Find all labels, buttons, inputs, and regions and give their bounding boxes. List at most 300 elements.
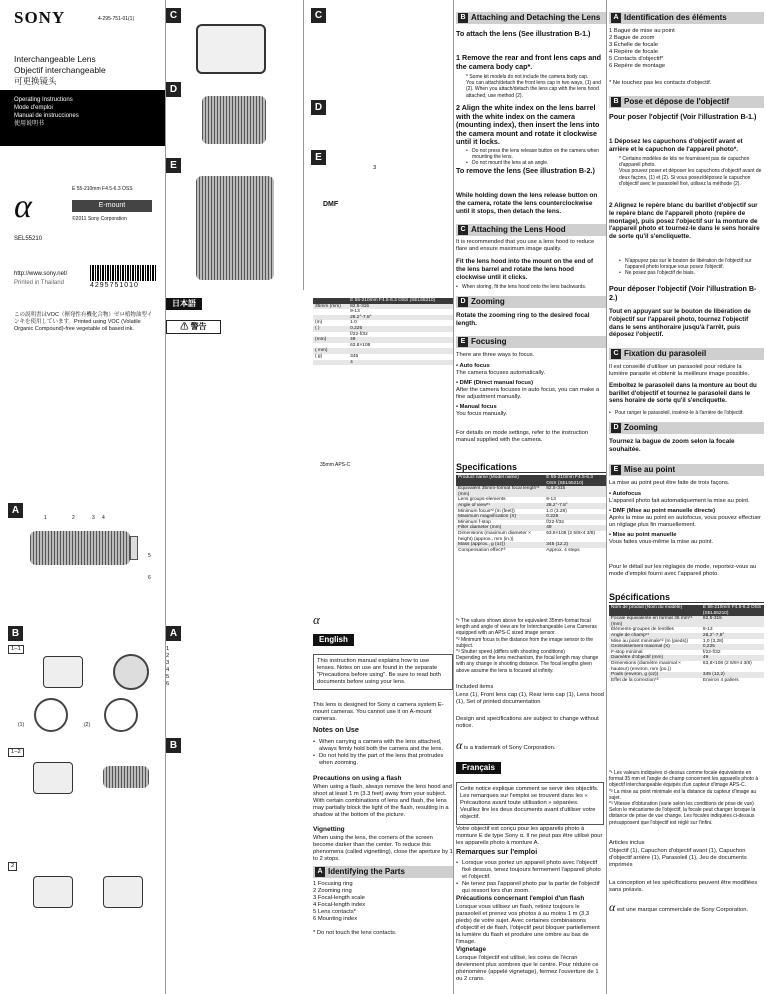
english-spec-key: Maximum magnification (X) — [456, 514, 544, 520]
jp-part: 5 — [166, 674, 170, 680]
alpha-mark: α — [456, 738, 463, 752]
french-column — [609, 0, 764, 994]
en-zoom-header — [456, 296, 606, 308]
en-footnote: Depending on the lens mechanism, the focal length may change with any change in shooting distance. The focal lengths given above assume the lens is focused at infinity. — [456, 655, 599, 674]
doc-type: 使用说明书 — [14, 121, 45, 127]
english-spec-key: Product name (Model name) — [456, 475, 544, 486]
en-part: 4 Focal-length index — [313, 902, 366, 908]
en-attach-title: Attaching and Detaching the Lens — [471, 13, 601, 22]
fig-label-d: D — [166, 82, 181, 97]
method-2: (2) — [84, 722, 91, 728]
sony-url: http://www.sony.net/ — [14, 271, 68, 277]
english-spec-row — [456, 531, 606, 542]
fr-part: 6 Repère de montage — [609, 63, 666, 69]
fr-part: 1 Bague de mise au point — [609, 28, 675, 34]
en-flash: When using a flash, always remove the lens hood and shoot at least 1 m (3.3 feet) away from your subject. With certain combinations of lens and flash, the lens may partially block the light of the flash, resulting in a shadow at the bottom of the picture. — [313, 784, 452, 818]
japanese-spec-key: ( mm) — [313, 348, 348, 354]
sony-logo: SONY — [14, 8, 66, 27]
doc-type: Operating Instructions — [14, 97, 73, 103]
french-spec-value: 9-13 — [702, 627, 713, 633]
en-hood-header — [456, 224, 606, 236]
fr-focus-title: Mise au point — [624, 465, 676, 474]
japanese-spec-value: 345 — [350, 353, 359, 359]
fr-focus-mode-title: Mise au point manuelle — [612, 532, 677, 538]
fr-zoom-text: Tournez la bague de zoom selon la focale souhaitée. — [609, 438, 735, 453]
zoom-ring-illustration — [202, 96, 266, 144]
fr-part: 2 Bague de zoom — [609, 35, 655, 41]
en-focus-mode: • Auto focus — [456, 363, 490, 369]
fr-focus-mode-title: Autofocus — [612, 491, 642, 497]
copyright: ©2011 Sony Corporation — [72, 216, 127, 222]
en-note: • When carrying a camera with the lens attached, always firmly hold both the camera and the lens. — [313, 739, 453, 753]
printed-in: Printed in Thailand — [14, 280, 64, 286]
english-spec-key: Angle of view*¹ — [456, 503, 544, 509]
en-attach-notes2 — [466, 148, 604, 167]
english-column-1 — [313, 612, 453, 992]
french-spec-row — [609, 661, 764, 672]
japanese-spec-value: 1.0 — [350, 320, 357, 326]
fr-focus-mode-desc: Après la mise au point en autofocus, vous pouvez effectuer un réglage plus fin manuellement. — [609, 515, 761, 528]
jp-section-b: B — [166, 738, 181, 753]
jp-section-a: A — [166, 626, 181, 641]
en-focus-mode-desc: You focus manually. — [456, 411, 508, 417]
french-spec-key: Effet de la correction*³ — [611, 677, 659, 683]
en-attach-notes1 — [466, 74, 604, 99]
camera-illustration — [33, 762, 73, 794]
en-hood-text1: It is recommended that you use a lens hood to reduce flare and ensure maximum image quality. — [456, 239, 595, 252]
model-code: SEL55210 — [14, 236, 43, 242]
english-spec-value: 49 — [544, 525, 606, 531]
fig-label-c2: C — [311, 8, 326, 23]
japanese-spec-value: 63.8×108 — [350, 342, 371, 348]
doc-type-box — [0, 90, 165, 146]
en-attach-note: * Some kit models do not include the camera body cap. — [466, 74, 589, 80]
french-spec-key: Dimensions (diamètre maximal × hauteur) (environ, mm (po.)) — [611, 660, 681, 672]
en-footnotes — [456, 618, 604, 674]
fr-footnote: *³ Vitesse d'obturation (varie selon les conditions de prise de vue) — [609, 801, 754, 808]
fr-included: Objectif (1), Capuchon d'objectif avant (1), Capuchon d'objectif arrière (1), Parasoleil (1), Jeu de documents imprimés — [609, 848, 747, 868]
fr-hood-text1: Il est conseillé d'utiliser un parasoleil pour réduire la lumière parasite et obtenir la meilleure image possible. — [609, 364, 750, 377]
en-included-title: Included items — [456, 684, 494, 690]
emount-badge: E-mount — [72, 200, 152, 212]
english-spec-key: Minimum f-stop — [458, 519, 491, 525]
english-spec-value: 28.2°-7.8° — [544, 503, 606, 509]
en-focus-mode-title: Auto focus — [459, 363, 490, 369]
en-hood-label: C — [458, 225, 468, 235]
fig-b-step2: 1–2 — [8, 748, 24, 757]
en-identify-label: A — [315, 867, 325, 877]
japanese-spec-value: 9-13 — [350, 309, 360, 315]
en-hood-title: Attaching the Lens Hood — [471, 225, 566, 234]
french-spec-key: Nom de produit (Nom du modèle) — [609, 605, 701, 616]
lang-tab-french: Français — [456, 762, 501, 774]
lens-mount — [130, 536, 138, 560]
en-attach-note: • Do not press the lens release button on the camera when mounting the lens. — [466, 148, 604, 160]
figure-a — [8, 503, 163, 593]
lens-illustration — [103, 766, 149, 788]
figure-column-2 — [303, 0, 453, 290]
jp-part: 6 — [166, 681, 170, 687]
jp-part: 2 — [166, 653, 170, 659]
warning-box: ⚠ 警告 — [166, 320, 221, 334]
en-attach-note: • Do not mount the lens at an angle. — [466, 160, 604, 166]
lens-illustration — [30, 531, 130, 565]
fr-notes — [456, 860, 604, 895]
fig-label-a: A — [8, 503, 23, 518]
english-spec-value: 0.225 — [544, 514, 606, 520]
jp-part: 4 — [166, 667, 170, 673]
fr-note: • Ne tenez pas l'appareil photo par la partie de l'objectif qui ressort lors d'un zoom. — [456, 881, 604, 895]
en-focus-mode-desc: The camera focuses automatically. — [456, 370, 546, 376]
fig-number-3: 3 — [373, 165, 377, 171]
japanese-spec-key: ( ) — [313, 326, 348, 332]
fr-part: 3 Échelle de focale — [609, 42, 658, 48]
en-identify-title: Identifying the Parts — [328, 867, 405, 876]
french-spec-value: f/22-f/32 — [702, 649, 721, 655]
fr-hood-note: • Pour ranger le parasoleil, insérez-le à l'arrière de l'objectif. — [609, 410, 762, 416]
japanese-spec-key: (m) — [315, 320, 323, 326]
en-trademark — [456, 738, 604, 752]
english-spec-value: 1.0 (3.28) — [546, 508, 567, 514]
japanese-spec-value: 49 — [348, 337, 453, 343]
alpha-symbol: α — [313, 612, 320, 627]
fr-attach-step1: 1 Déposez les capuchons d'objectif avant et arrière et le capuchon de l'appareil photo*. — [609, 138, 743, 153]
fig-label-c: C — [166, 8, 181, 23]
en-design-note: This lens is designed for Sony α camera system E-mount cameras. You cannot use it on A-mount cameras. — [313, 702, 444, 722]
japanese-spec-key: ( g) — [315, 353, 323, 359]
french-spec-value: Environ 4 paliers — [702, 677, 739, 683]
japanese-spec-key — [313, 360, 348, 366]
part-callout: 6 — [148, 575, 151, 581]
en-focus-more: For details on mode settings, refer to the instruction manual supplied with the camera. — [456, 430, 589, 443]
french-spec-key: Angle de champ*¹ — [609, 633, 701, 639]
french-spec-key: Éléments-groupes de lentilles — [611, 627, 674, 633]
english-spec-key: Lens groups-elements — [458, 497, 506, 503]
cover-column — [0, 0, 165, 994]
fr-identify-header — [609, 12, 764, 24]
en-attach-step2: 2 Align the white index on the lens barrel with the white index on the camera (mounting index), then insert the lens into the camera mount and rotate it clockwise until it locks. — [456, 103, 600, 147]
french-spec-value: 0,225 — [701, 644, 764, 650]
fr-flash: Lorsque vous utilisez un flash, retirez toujours le parasoleil et prenez vos photos à au moins 1 m (3,3 pieds) de votre sujet. Avec certaines combinaisons d'objectif et de flash, l'objectif peut bloquer partiellement la lumière du flash et produire une ombre au bas de l'image. — [456, 904, 600, 945]
fr-attach-sub: Pour poser l'objectif (Voir l'illustration B-1.) — [609, 112, 757, 121]
fr-focus-mode-desc: Vous faites vous-même la mise au point. — [609, 539, 714, 545]
en-part: 2 Zooming ring — [313, 888, 352, 894]
product-title — [14, 54, 106, 87]
fr-hood-header — [609, 348, 764, 360]
french-spec-row — [609, 616, 764, 627]
fr-spec-table — [609, 605, 764, 683]
jp-part: 1 — [166, 646, 170, 652]
front-cap-1 — [34, 698, 68, 732]
fr-focus-mode: • DMF (Mise au point manuelle directe) — [609, 508, 716, 514]
fr-flash-title: Précautions concernant l'emploi d'un flash — [456, 895, 585, 902]
en-zoom-text: Rotate the zooming ring to the desired focal length. — [456, 312, 590, 327]
fr-attach-notes2 — [619, 258, 762, 277]
japanese-spec-table — [313, 298, 453, 365]
en-attach-sub: To attach the lens (See illustration B-1.) — [456, 29, 591, 38]
part-callout: 4 — [102, 515, 105, 521]
lang-tab-english: English — [313, 634, 354, 646]
japanese-spec-value: 0.225 — [348, 326, 453, 332]
fr-intro: Cette notice explique comment se servir des objectifs. Les remarques sur l'emploi se trouvent dans les « Précautions avant toute utilisation » séparées. Veuillez lire les deux documents avant d'utiliser votre objectif. — [456, 782, 604, 825]
alpha-logo: α — [14, 188, 32, 225]
french-spec-key: Focale équivalente en format 35 mm*¹ (mm) — [609, 616, 701, 627]
japanese-body — [166, 500, 302, 980]
english-spec-row — [456, 486, 606, 497]
fr-focus-modes — [609, 491, 762, 546]
english-spec-row — [456, 475, 606, 486]
french-spec-value: 345 (12,2) — [701, 672, 764, 678]
voc-note: この説明書はVOC（揮発性有機化合物）ゼロ植物油型インキを使用しています。Printed using VOC (Volatile Organic Compound)-free vegetable oil based ink. — [14, 312, 153, 332]
en-step-text: Align the white index on the lens barrel with the white index on the camera (mounting index), then insert the lens into the camera mount and rotate it clockwise until it locks. — [456, 103, 600, 147]
lens-cap-illustration — [113, 654, 149, 690]
fr-attach-notes1 — [619, 156, 762, 187]
column-divider — [453, 0, 454, 994]
fr-focus-label: E — [611, 465, 621, 475]
fr-footnote: *² La mise au point minimale est la distance du capteur d'image au sujet. — [609, 788, 757, 801]
japanese-spec-value: 82.5-315 — [348, 304, 453, 310]
jp-part: 3 — [166, 660, 170, 666]
fr-attach-note: • N'appuyez pas sur le bouton de libération de l'objectif sur l'appareil photo lorsque vous posez l'objectif. — [619, 258, 762, 270]
fr-focus-more: Pour le détail sur les réglages de mode, reportez-vous au mode d'emploi fourni avec l'appareil photo. — [609, 564, 757, 577]
focus-ring-illustration — [196, 176, 274, 280]
fr-attach-note: * Certains modèles de kits ne fournissent pas de capuchon d'appareil photo. — [619, 156, 750, 169]
en-vignetting-title: Vignetting — [313, 826, 345, 833]
fig-label-e2: E — [311, 150, 326, 165]
lang-tab-japanese: 日本語 — [166, 298, 202, 310]
en-focus-mode-title: Manual focus — [459, 404, 497, 410]
en-focus-mode-desc: After the camera focuses in auto focus, you can make a fine adjustment manually. — [456, 387, 600, 400]
fr-part: 5 Contacts d'objectif* — [609, 56, 664, 62]
fr-focus-mode-desc: L'appareil photo fait automatiquement la mise au point. — [609, 498, 750, 504]
fr-part: 4 Repère de focale — [609, 49, 658, 55]
french-spec-value: E 55-210mm F4.5-6.3 OSS (SEL55210) — [701, 605, 764, 616]
en-focus-header — [456, 336, 606, 348]
english-spec-key: Compensation effect*³ — [458, 547, 506, 553]
part-callout: 3 — [92, 515, 95, 521]
fr-hood-title: Fixation du parasoleil — [624, 349, 707, 358]
french-spec-key: Mise au point minimale*² (m (pieds)) — [611, 638, 689, 644]
japanese-spec-key: 35mm (mm) — [313, 304, 348, 310]
en-attach-header — [456, 12, 606, 24]
en-part: 6 Mounting index — [313, 916, 358, 922]
fig-label-e: E — [166, 158, 181, 173]
method-1: (1) — [18, 722, 25, 728]
en-attach-note: You can attach/detach the front lens cap in two ways, (1) and (2). When you attach/detach the lens cap with the lens hood attached, use method (2). — [466, 80, 601, 99]
figure-column — [166, 0, 302, 290]
fr-attach-step2: 2 Alignez le repère blanc du barillet d'objectif sur le repère blanc de l'appareil photo (repère de montage), puis posez l'objectif sur la monture de l'appareil photo et tournez-le dans le sens horaire de sorte qu'il s'encliquette. — [609, 202, 760, 241]
doc-type: Mode d'emploi — [14, 105, 53, 111]
english-spec-key: Dimensions (maximum diameter × height) (approx., mm (in.)) — [458, 530, 531, 542]
en-focus-label: E — [458, 337, 468, 347]
column-divider — [165, 0, 166, 994]
doc-type: Manual de instrucciones — [14, 113, 79, 119]
camera-illustration — [103, 876, 143, 908]
fr-notes-title: Remarques sur l'emploi — [456, 847, 538, 856]
fr-attach-header — [609, 96, 764, 108]
en-intro: This instruction manual explains how to use lenses. Notes on use are found in the separate "Precautions before using". Be sure to read both documents before using your lens. — [313, 654, 453, 690]
en-trademark-text: is a trademark of Sony Corporation. — [463, 745, 556, 751]
warning-text: 警告 — [190, 322, 207, 331]
en-included: Lens (1), Front lens cap (1), Rear lens cap (1), Lens hood (1), Set of printed documentation — [456, 692, 604, 705]
model-line: E 55-210mm F4.5-6.3 OSS — [72, 186, 133, 192]
doc-code: 4-295-751-01(1) — [98, 16, 135, 22]
part-callout: 1 — [44, 515, 47, 521]
fig-label-d2: D — [311, 100, 326, 115]
fr-focus-header — [609, 464, 764, 476]
en-footnote: *³ Shutter speed (differs with shooting conditions) — [456, 649, 565, 656]
en-part: 1 Focusing ring — [313, 881, 353, 887]
french-spec-key: F-stop minimal — [611, 649, 643, 655]
fig-dmf: DMF — [323, 201, 339, 208]
fr-vignetting: Lorsque l'objectif est utilisé, les coins de l'écran deviennent plus sombres que le centre. Pour réduire ce phénomène (appelé vignetage), fermez l'ouverture de 1 ou 2 crans. — [456, 955, 599, 982]
fr-parts — [609, 28, 675, 70]
fr-attach-title: Pose et dépose de l'objectif — [624, 97, 730, 106]
product-title-line: 可更换镜头 — [14, 76, 57, 86]
en-hood-note: • When storing, fit the lens hood onto the lens backwards. — [456, 284, 604, 290]
fr-footnotes — [609, 770, 762, 826]
french-spec-key: Grossissement maximal (X) — [609, 644, 701, 650]
camera-illustration — [33, 876, 73, 908]
japanese-spec-key: (mm) — [313, 337, 348, 343]
en-hood-text2: Fit the lens hood into the mount on the end of the lens barrel and rotate the lens hood clockwise until it clicks. — [456, 258, 594, 281]
fr-identify-title: Identification des éléments — [624, 13, 727, 22]
fr-hood-label: C — [611, 349, 621, 359]
fr-parts-note: * Ne touchez pas les contacts d'objectif. — [609, 80, 712, 86]
en-identify-header — [313, 866, 453, 878]
fr-attach-note: • Ne posez pas l'objectif de biais. — [619, 270, 762, 276]
fr-note: • Lorsque vous portez un appareil photo avec l'objectif fixé dessus, tenez toujours fermement l'appareil photo et l'objectif. — [456, 860, 604, 881]
english-spec-value: 9-13 — [546, 497, 556, 503]
fr-design-change: La conception et les spécifications peuvent être modifiées sans préavis. — [609, 880, 758, 893]
fig-b-step1: 1–1 — [8, 645, 24, 654]
fr-step-text: Alignez le repère blanc du barillet d'objectif sur le repère blanc de l'appareil photo (repère de montage), puis posez l'objectif sur la monture de l'appareil photo et tournez-le dans le sens horaire de sorte qu'il s'encliquette. — [609, 202, 760, 241]
en-notes — [313, 739, 453, 767]
fr-trademark-text: est une marque commerciale de Sony Corporation. — [616, 907, 749, 913]
fr-attach-label: B — [611, 97, 621, 107]
fr-spec-title: Spécifications — [609, 592, 764, 603]
fr-trademark — [609, 900, 762, 914]
en-flash-title: Precautions on using a flash — [313, 775, 402, 782]
fr-footnote: Selon le mécanisme de l'objectif, la focale peut changer lorsque la distance de prise de vue change. Les focales indiquées ci-dessus présupposent que l'objectif est réglé sur l'infini. — [609, 807, 756, 826]
english-spec-key: Filter diameter (mm) — [456, 525, 544, 531]
french-spec-row — [609, 605, 764, 616]
fr-remove-sub: Pour déposer l'objectif (Voir l'illustration B-2.) — [609, 284, 757, 302]
part-callout: 5 — [148, 553, 151, 559]
japanese-spec-row — [313, 360, 453, 366]
jp-apsc: 35mm APS-C — [320, 462, 351, 468]
french-spec-value: 63,8×108 (2 5/8×4 3/8) — [702, 660, 752, 666]
en-attach-label: B — [458, 13, 468, 23]
english-spec-value: E 55-210mm F4.5-6.3 OSS (SEL55210) — [544, 475, 606, 486]
en-zoom-title: Zooming — [471, 297, 505, 306]
en-footnote: *² Minimum focus is the distance from the image sensor to the subject. — [456, 636, 594, 649]
fig-b-step3: 2 — [8, 862, 17, 871]
fr-attach-note: Vous pouvez poser et déposer les capuchons d'objectif avant de deux façons, (1) et (2). Si vous posez/déposez le capuchon d'objectif avec le parasoleil fixé, utilisez la méthode (2). — [619, 168, 762, 187]
alpha-mark: α — [609, 900, 616, 914]
english-spec-value: Approx. 4 steps — [546, 547, 580, 553]
en-zoom-label: D — [458, 297, 468, 307]
english-spec-key: Mass (approx., g (oz)) — [456, 542, 544, 548]
french-spec-value: 28,2°-7,8° — [701, 633, 764, 639]
en-parts-note: * Do not touch the lens contacts. — [313, 930, 397, 936]
french-spec-value: 49 — [701, 655, 764, 661]
fr-focus-mode: • Mise au point manuelle — [609, 532, 677, 538]
camera-illustration — [43, 656, 83, 688]
en-part: 3 Focal-length scale — [313, 895, 365, 901]
fr-focus-mode: • Autofocus — [609, 491, 642, 497]
product-title-line: Interchangeable Lens — [14, 54, 96, 64]
en-hood-notes — [456, 284, 604, 290]
fr-step-text: Déposez les capuchons d'objectif avant et arrière et le capuchon de l'appareil photo*. — [609, 138, 743, 153]
english-spec-value: f/22-f/32 — [546, 519, 564, 525]
figure-b — [8, 626, 163, 990]
fr-identify-label: A — [611, 13, 621, 23]
english-spec-row — [456, 548, 606, 554]
english-spec-key: Equivalent 35mm-format focal length*¹ (mm) — [456, 486, 544, 497]
fr-design-note: Votre objectif est conçu pour les appareils photo à monture E de type Sony α. Il ne peut pas être utilisé pour les appareils photo à monture A. — [456, 826, 603, 846]
japanese-spec-value: 4 — [348, 360, 453, 366]
jp-parts — [166, 646, 169, 688]
english-column-2 — [456, 0, 606, 994]
en-remove-sub: To remove the lens (See illustration B-2.) — [456, 166, 595, 175]
fr-included-title: Articles inclus — [609, 840, 645, 846]
japanese-spec-value: 28.2°-7.8° — [348, 315, 453, 321]
en-spec-title: Specifications — [456, 462, 606, 473]
column-divider — [303, 0, 304, 290]
japanese-spec-value: E 55-210mm F4.5-6.3 OSS (SEL55210) — [348, 298, 453, 304]
fr-zoom-title: Zooming — [624, 423, 658, 432]
en-footnote: *¹ The values shown above for equivalent 35mm-format focal length and angle of view are for Interchangeable Lens Cameras equipped with an APS-C sized image sensor. — [456, 618, 597, 637]
fr-remove-text: Tout en appuyant sur le bouton de libération de l'objectif sur l'appareil photo, tournez l'objectif dans le sens antihoraire jusqu'à l'arrêt, puis déposez l'objectif. — [609, 308, 751, 339]
lens-hood-illustration — [196, 24, 266, 74]
french-spec-value: 82,5-315 — [701, 616, 764, 627]
barcode-number: 4295751010 — [90, 282, 139, 289]
en-notes-title: Notes on Use — [313, 725, 359, 734]
en-focus-title: Focusing — [471, 337, 507, 346]
fr-vignetting-title: Vignetage — [456, 946, 486, 953]
english-spec-value: 345 (12.2) — [544, 542, 606, 548]
en-parts — [313, 881, 365, 923]
en-spec-table — [456, 475, 606, 553]
fr-zoom-label: D — [611, 423, 621, 433]
french-spec-key: Diamètre d'objectif (mm) — [609, 655, 701, 661]
en-attach-step1: 1 Remove the rear and front lens caps and the camera body cap*. — [456, 53, 601, 71]
column-divider — [606, 0, 607, 994]
en-step-text: Remove the rear and front lens caps and the camera body cap*. — [456, 53, 601, 71]
fr-footnote: *¹ Les valeurs indiquées ci-dessus comme focale équivalente en format 35 mm et l'angle de champ concernent les appareils photo à objectif interchangeable équipés d'un capteur d'image APS-C. — [609, 770, 759, 789]
part-callout: 2 — [72, 515, 75, 521]
english-spec-value: 63.8×108 (2 5/8×4 3/8) — [546, 530, 596, 536]
barcode — [90, 265, 156, 281]
en-focus-mode: • DMF (Direct manual focus) — [456, 380, 534, 386]
fr-hood-text2: Emboîtez le parasoleil dans la monture au bout du barillet d'objectif et tournez le parasoleil dans le sens horaire de sorte qu'il s'encliquette. — [609, 382, 757, 405]
english-spec-value: 82.5-315 — [544, 486, 606, 497]
en-note: • Do not hold by the part of the lens that protrudes when zooming. — [313, 753, 453, 767]
fr-hood-notes — [609, 410, 762, 416]
product-title-line: Objectif interchangeable — [14, 65, 106, 75]
en-remove-text: While holding down the lens release button on the camera, rotate the lens counterclockwise until it stops, then detach the lens. — [456, 192, 598, 215]
front-cap-2 — [104, 698, 138, 732]
english-spec-key: Minimum focus*² (m (feet)) — [458, 508, 515, 514]
jp-spec-table — [313, 298, 453, 365]
fr-focus-mode-title: DMF (Mise au point manuelle directe) — [612, 508, 716, 514]
en-focus-modes — [456, 363, 604, 418]
fr-zoom-header — [609, 422, 764, 434]
en-focus-mode: • Manual focus — [456, 404, 497, 410]
fr-focus-intro: La mise au point peut être faite de trois façons. — [609, 480, 730, 486]
en-design-change: Design and specifications are subject to change without notice. — [456, 716, 599, 729]
